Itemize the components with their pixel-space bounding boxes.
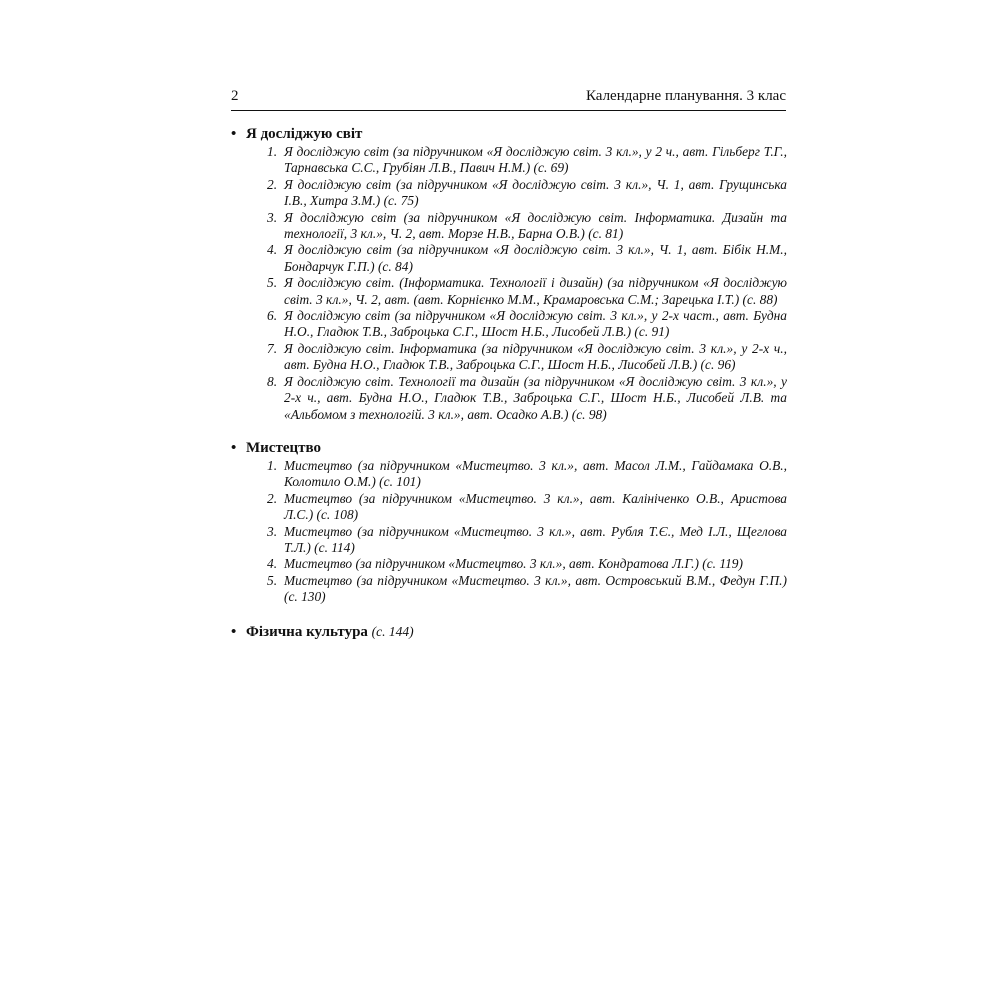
list-item xyxy=(231,242,787,275)
section-heading xyxy=(231,622,787,642)
bullet: • xyxy=(231,126,237,142)
list-item xyxy=(231,341,787,374)
item-number: 3. xyxy=(267,209,278,225)
item-text: Мистецтво (за підручником «Мистецтво. 3 кл.», авт. Масол Л.М., Гайдамака О.В., Колотило О.М.) (с. 101) xyxy=(284,457,787,490)
item-text: Я досліджую світ. Технології та дизайн (за підручником «Я досліджую світ. 3 кл.», у 2-х ч., авт. Будна Н.О., Гладюк Т.В., Заброцька С.Г., Шост Н.Б., Лисобей Л.В. та «Альбомом з технологій. 3 кл.», авт. Осадко А.В.) (с. 98) xyxy=(284,373,787,422)
bullet: • xyxy=(231,439,237,456)
section-mystetstvo xyxy=(231,439,787,606)
section-title: Мистецтво xyxy=(246,439,321,456)
textbook-list xyxy=(231,144,787,423)
list-item xyxy=(231,177,787,210)
item-text: Я досліджую світ (за підручником «Я досліджую світ. 3 кл.», у 2 ч., авт. Гільберг Т.Г., Тарнавська С.С., Грубіян Л.В., Павич Н.М.) (с. 69) xyxy=(284,144,787,176)
list-item xyxy=(231,556,787,572)
bullet: • xyxy=(231,623,237,640)
item-text: Я досліджую світ (за підручником «Я досліджую світ. Інформатика. Дизайн та технології, 3 кл.», Ч. 2, авт. Морзе Н.В., Барна О.В.) (с. 81) xyxy=(284,209,787,242)
item-text: Я досліджую світ. Інформатика (за підручником «Я досліджую світ. 3 кл.», у 2-х ч., авт. Будна Н.О., Гладюк Т.В., Заброцька С.Г., Шост Н.Б., Лисобей Л.В.) (с. 96) xyxy=(284,340,787,373)
section-title: Я досліджую світ xyxy=(246,126,363,142)
list-item xyxy=(231,573,787,606)
textbook-list xyxy=(231,458,787,606)
list-item xyxy=(231,458,787,491)
item-number: 4. xyxy=(267,242,278,258)
item-text: Мистецтво (за підручником «Мистецтво. 3 кл.», авт. Рубля Т.Є., Мед І.Л., Щеглова Т.Л.) (с. 114) xyxy=(284,523,787,555)
item-number: 7. xyxy=(267,340,278,356)
item-text: Мистецтво (за підручником «Мистецтво. 3 кл.», авт. Калініченко О.В., Аристова Л.С.) (с. 108) xyxy=(284,490,787,523)
section-fizychna-kultura xyxy=(231,622,787,642)
item-number: 6. xyxy=(267,308,278,324)
item-text: Я досліджую світ (за підручником «Я досліджую світ. 3 кл.», у 2-х част., авт. Будна Н.О., Гладюк Т.В., Заброцька С.Г., Шост Н.Б., Лисобей Л.В.) (с. 91) xyxy=(284,308,787,340)
item-text: Мистецтво (за підручником «Мистецтво. 3 кл.», авт. Островський В.М., Федун Г.П.) (с. 130) xyxy=(284,572,787,605)
list-item xyxy=(231,144,787,177)
list-item xyxy=(231,275,787,308)
item-text: Я досліджую світ (за підручником «Я досліджую світ. 3 кл.», Ч. 1, авт. Грущинська І.В., Хитра З.М.) (с. 75) xyxy=(284,176,787,209)
content xyxy=(231,125,787,642)
item-number: 5. xyxy=(267,275,278,291)
item-text: Я досліджую світ (за підручником «Я досліджую світ. 3 кл.», Ч. 1, авт. Бібік Н.М., Бондарчук Г.П.) (с. 84) xyxy=(284,242,787,274)
item-number: 2. xyxy=(267,176,278,192)
section-heading xyxy=(231,125,787,144)
list-item xyxy=(231,308,787,341)
list-item xyxy=(231,524,787,557)
section-title: Фізична культура xyxy=(246,623,368,640)
item-text: Я досліджую світ. (Інформатика. Технології і дизайн) (за підручником «Я досліджую світ. 3 кл.», Ч. 2, авт. (авт. Корнієнко М.М., Крамаровська С.М.; Зарецька І.Т.) (с. 88) xyxy=(284,275,787,307)
page-header xyxy=(231,86,786,110)
item-number: 4. xyxy=(267,556,278,572)
section-ya-doslidzhuyu-svit xyxy=(231,125,787,423)
item-number: 5. xyxy=(267,572,278,588)
item-number: 2. xyxy=(267,490,278,506)
list-item xyxy=(231,491,787,524)
item-number: 1. xyxy=(267,144,278,159)
header-rule xyxy=(231,110,786,111)
section-heading xyxy=(231,439,787,458)
item-text: Мистецтво (за підручником «Мистецтво. 3 кл.», авт. Кондратова Л.Г.) (с. 119) xyxy=(284,556,743,572)
section-page-ref: (с. 144) xyxy=(371,623,414,639)
list-item xyxy=(231,210,787,243)
item-number: 8. xyxy=(267,373,278,389)
running-title: Календарне планування. 3 клас xyxy=(585,88,786,104)
page-number: 2 xyxy=(231,88,239,104)
item-number: 3. xyxy=(267,523,278,539)
list-item xyxy=(231,374,787,423)
item-number: 1. xyxy=(267,457,278,473)
